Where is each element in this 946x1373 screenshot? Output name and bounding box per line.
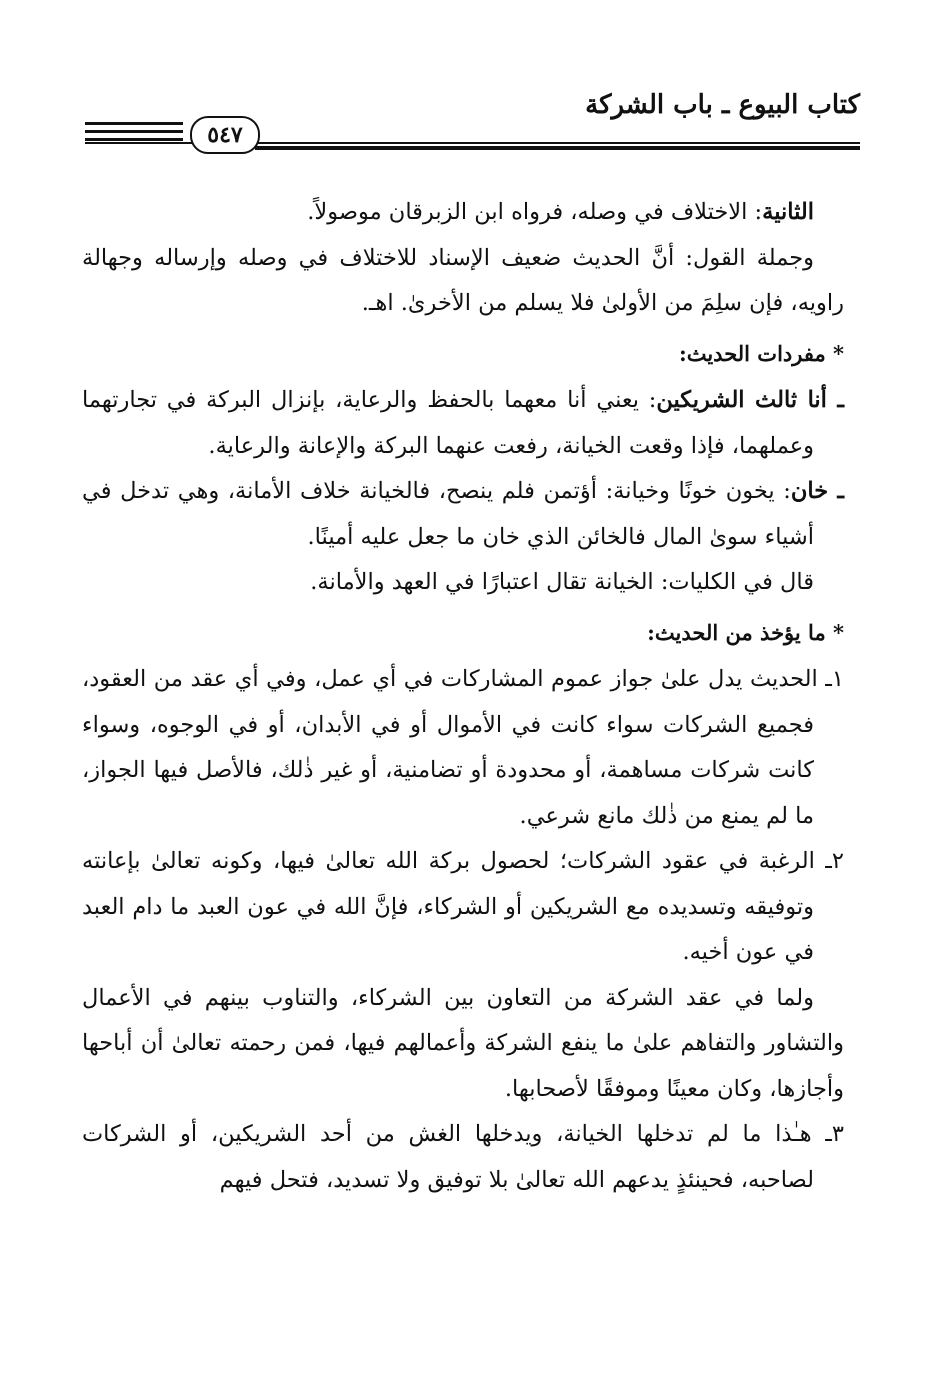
vocab-term: ـ خان xyxy=(790,478,844,504)
vocab-term: ـ أنا ثالث الشريكين xyxy=(656,387,844,413)
vocab-entry xyxy=(82,469,844,560)
lesson-item: ١ـ الحديث يدل علىٰ جواز عموم المشاركات في أي عمل، وفي أي عقد من العقود، فجميع الشركات سواء كانت في الأموال أو في الأبدان، أو في الوجوه، وسواء كانت شركات مساهمة، أو محدودة أو تضامنية، أو غير ذٰلك، فالأصل فيها الجواز، ما لم يمنع من ذٰلك مانع شرعي. xyxy=(82,666,844,829)
intro-second xyxy=(82,190,844,236)
intro-second-text: : الاختلاف في وصله، فرواه ابن الزبرقان موصولاً. xyxy=(307,199,763,225)
running-title: كتاب البيوع ـ باب الشركة xyxy=(585,90,860,120)
page-body xyxy=(82,190,844,1203)
page-number: ٥٤٧ xyxy=(190,116,260,154)
intro-summary: وجملة القول: أنَّ الحديث ضعيف الإسناد للاختلاف في وصله وإرساله وجهالة راويه، فإن سلِمَ من الأولىٰ فلا يسلم من الأخرىٰ. اهـ. xyxy=(82,244,844,316)
vocab-note: قال في الكليات: الخيانة تقال اعتبارًا في العهد والأمانة. xyxy=(310,569,814,595)
vocab-definition: : يعني أنا معهما بالحفظ والرعاية، بإنزال البركة في تجارتهما وعملهما، فإذا وقعت الخيانة، رفعت عنهما البركة والإعانة والرعاية. xyxy=(82,387,814,459)
lesson-item: ٣ـ هـٰذا ما لم تدخلها الخيانة، ويدخلها الغش من أحد الشريكين، أو الشركات لصاحبه، فحينئذٍ يدعهم الله تعالىٰ بلا توفيق ولا تسديد، فتحل فيهم xyxy=(82,1121,844,1193)
lesson-item: ٢ـ الرغبة في عقود الشركات؛ لحصول بركة الله تعالىٰ فيها، وكونه تعالىٰ بإعانته وتوفيقه وتسديده مع الشريكين أو الشركاء، فإنَّ الله في عون العبد ما دام العبد في عون أخيه. xyxy=(82,848,844,965)
vocab-entry xyxy=(82,378,844,469)
vocab-section-title: * مفردات الحديث: xyxy=(678,340,844,366)
header-rule-thick xyxy=(255,146,860,150)
lesson-paragraph: ولما في عقد الشركة من التعاون بين الشركاء، والتناوب بينهم في الأعمال والتشاور والتفاهم علىٰ ما ينفع الشركة وأعمالهم فيها، فمن رحمته تعالىٰ أن أباحها وأجازها، وكان معينًا وموفقًا لأصحابها. xyxy=(82,984,844,1102)
lessons-section-title: * ما يؤخذ من الحديث: xyxy=(647,619,844,645)
intro-second-label: الثانية xyxy=(762,199,814,225)
page-number-ornament xyxy=(85,122,183,146)
vocab-definition: : يخون خونًا وخيانة: أؤتمن فلم ينصح، فالخيانة خلاف الأمانة، وهي تدخل في أشياء سوىٰ المال فالخائن الذي خان ما جعل عليه أمينًا. xyxy=(82,478,814,550)
